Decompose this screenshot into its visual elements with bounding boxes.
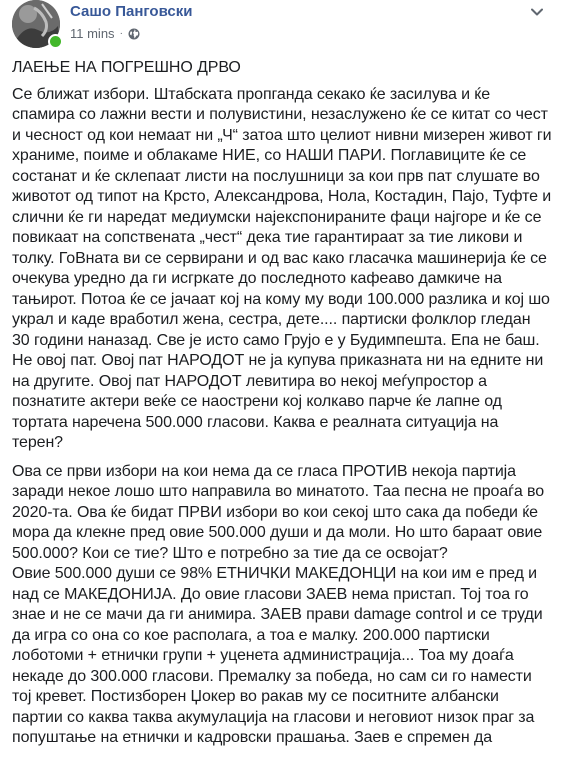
post-timestamp[interactable]: 11 mins xyxy=(70,26,115,41)
globe-icon[interactable] xyxy=(128,28,140,40)
author-name[interactable]: Сашо Панговски xyxy=(70,3,193,20)
post-options-button[interactable] xyxy=(523,2,551,22)
post-paragraph: Овие 500.000 души се 98% ЕТНИЧКИ МАКЕДОНЦИ на кои им е пред и над се МАКЕДОНИЈА. До овие гласови ЗАЕВ нема пристап. Тој тоа го знае и не се мачи да ги анимира. ЗАЕВ прави damage control и се труди да игра со она со кое располага, а тоа е малку. 200.000 партиски лоботоми + етнички групи + уценета администрација... Тоа му доаѓа некаде до 300.000 гласови. Премалку за победа, но сам си го намести тој кревет. Постизборен Џокер во ракав му се поситните албански партии со каква таква акумулација на гласови и неговиот низок праг за попуштање на етнички и кадровски прашања. Заев е спремен да xyxy=(12,565,543,746)
meta-separator: · xyxy=(119,28,123,39)
post-title: ЛАЕЊЕ НА ПОГРЕШНО ДРВО xyxy=(12,59,241,76)
chevron-down-icon xyxy=(531,8,543,16)
post-paragraph: Ова се први избори на кои нема да се гласа ПРОТИВ некоја партија заради некое лошо што направила во минатото. Таа песна не проаѓа во 2020-та. Ова ќе бидат ПРВИ избори во кои секој што сака да победи ќе мора да клекне пред овие 500.000 души и да моли. Но што бараат овие 500.000? Кои се тие? Што е потребно за тие да се освојат? xyxy=(12,462,545,562)
post-meta xyxy=(70,26,140,41)
post-paragraph: Се ближат избори. Штабската пропганда секако ќе засилува и ќе спамира со лажни вести и полувистини, незаслужено ќе се китат со чест и чесност од кои немаат ни „Ч“ затоа што целиот нивни мизерен живот ги храниме, поиме и облакаме НИЕ, со НАШИ ПАРИ. Поглавиците ќе се состанат и ќе склепаат листи на послушници за кои прв пат слушате во животот од типот на Крсто, Александрова, Нола, Костадин, Пајо, Туфте и слични ќе ги наредат медиумски најекспонираните фаци најгоре и ќе се повикаат на сопствената „чест“ дека тие гарантираат за тие ликови и толку. ГоВната ви се сервирани и од вас како гласачка машинерија ќе се очекува уредно да ги исгркате до последното кафеаво дамкиче на тањирот. Потоа ќе се јачаат кој на кому му води 100.000 разлика и кој шо украл и каде вработил жена, сестра, дете.... партиски фолклор гледан 30 години наназад. Све је исто само Грујо е у Будимпешта. Епа не баш. Не овој пат. Овој пат НАРОДОТ не ја купува приказната ни на едните ни на другите. Овој пат НАРОДОТ левитира во некој меѓупростор а познатите актери веќе се наострени кој колкаво парче ќе лапне од тортата наречена 500.000 гласови. Каква е реалната ситуација на терен? xyxy=(12,85,552,451)
post-header xyxy=(12,0,551,52)
online-status-indicator xyxy=(48,34,63,49)
post-body xyxy=(12,58,552,757)
